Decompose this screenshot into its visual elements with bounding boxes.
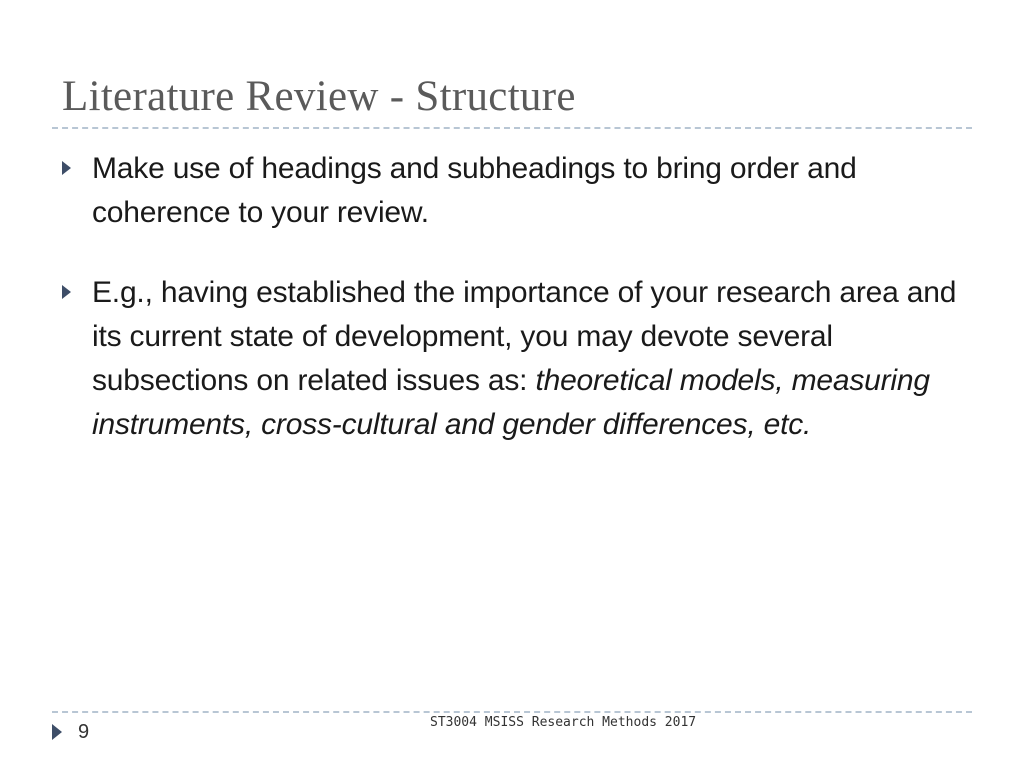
footer-text: ST3004 MSISS Research Methods 2017	[430, 715, 697, 730]
footer-divider	[52, 711, 972, 713]
slide-content	[62, 147, 962, 447]
bullet-text: Make use of headings and subheadings to bring order and coherence to your review.	[92, 152, 857, 229]
slide-title: Literature Review - Structure	[62, 73, 576, 120]
bullet-italic-text: theoretical models, measuring instruments, cross-cultural and gender differences, etc.	[92, 364, 930, 441]
page-number: 9	[78, 721, 90, 743]
triangle-right-icon	[62, 285, 71, 299]
bullet-text: E.g., having established the importance of your research area and its current state of development, you may devote several subsections on related issues as:	[92, 276, 957, 397]
triangle-right-icon	[52, 724, 62, 740]
triangle-right-icon	[62, 161, 71, 175]
bullet-item	[62, 271, 962, 447]
bullet-item	[62, 147, 962, 235]
title-divider	[52, 127, 972, 129]
